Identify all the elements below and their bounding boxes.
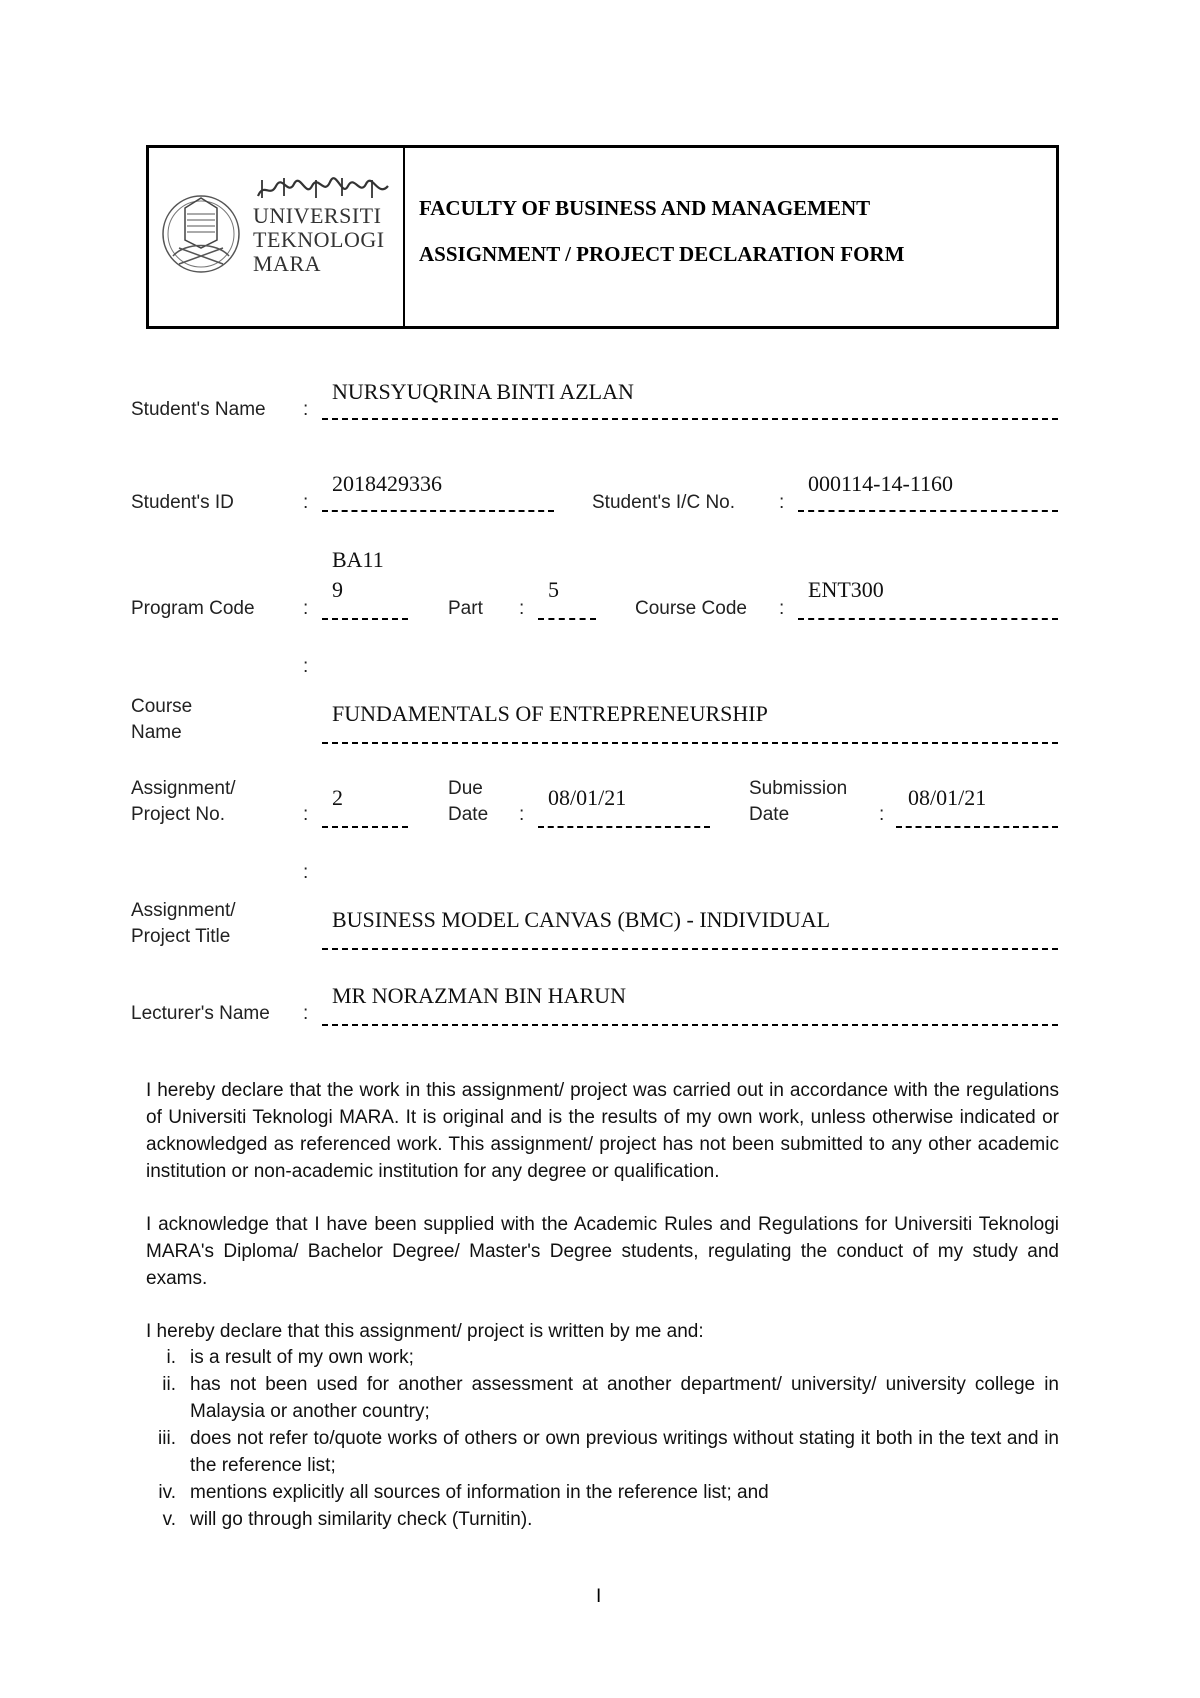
student-id-underline <box>322 510 554 512</box>
colon: : <box>303 598 309 619</box>
ic-label: Student's I/C No. <box>592 492 736 513</box>
assignment-no-value: 2 <box>332 785 343 810</box>
colon: : <box>303 804 309 825</box>
title-label-1: Assignment/ <box>131 900 236 921</box>
lecturer-label: Lecturer's Name <box>131 1003 270 1024</box>
program-code-line1: BA11 <box>332 547 384 572</box>
colon: : <box>519 804 525 825</box>
list-item-text: mentions explicitly all sources of information in the reference list; and <box>190 1482 769 1503</box>
program-code-underline <box>322 618 408 620</box>
list-item-text: does not refer to/quote works of others or own previous writings without stating it both in the text and in the reference list; <box>190 1428 1059 1476</box>
list-item-number: ii. <box>162 1374 176 1395</box>
header-box <box>146 145 1059 329</box>
course-name-underline <box>322 742 1058 744</box>
submission-date-underline <box>896 826 1058 828</box>
program-code-line2: 9 <box>332 577 343 602</box>
part-value: 5 <box>548 577 559 602</box>
university-line-3: MARA <box>253 251 322 276</box>
due-date-label-2: Date <box>448 804 489 825</box>
due-date-value: 08/01/21 <box>548 785 627 810</box>
colon: : <box>303 656 309 677</box>
colon: : <box>519 598 525 619</box>
declaration-list <box>146 1344 1059 1533</box>
assignment-no-label-2: Project No. <box>131 804 225 825</box>
colon: : <box>303 399 309 420</box>
list-item <box>146 1506 1059 1533</box>
project-title-underline <box>322 948 1058 950</box>
submission-date-value: 08/01/21 <box>908 785 987 810</box>
declaration-paragraph-1: I hereby declare that the work in this assignment/ project was carried out in accordance with the regulations of Universiti Teknologi MARA. It is original and is the results of my own work, unless otherwise indicated or acknowledged as referenced work. This assignment/ project has not been submitted to any other academic institution or non-academic institution for any degree or qualification. <box>146 1080 1059 1182</box>
student-name-underline <box>322 418 1058 420</box>
declaration-paragraph-3: I hereby declare that this assignment/ project is written by me and: <box>146 1321 704 1342</box>
ic-underline <box>798 510 1058 512</box>
student-name-value: NURSYUQRINA BINTI AZLAN <box>332 379 634 404</box>
course-name-label-1: Course <box>131 696 193 717</box>
list-item-number: iii. <box>158 1428 176 1449</box>
colon: : <box>303 1003 309 1024</box>
list-item-text: is a result of my own work; <box>190 1347 414 1368</box>
student-id-label: Student's ID <box>131 492 234 513</box>
project-title-value: BUSINESS MODEL CANVAS (BMC) - INDIVIDUAL <box>332 907 831 932</box>
list-item <box>146 1371 1059 1425</box>
uitm-logo <box>149 148 405 326</box>
colon: : <box>779 492 785 513</box>
submission-date-label-1: Submission <box>749 778 848 799</box>
list-item <box>146 1344 1059 1371</box>
list-item-number: i. <box>166 1347 176 1368</box>
university-line-1: UNIVERSITI <box>253 203 382 228</box>
form-title: ASSIGNMENT / PROJECT DECLARATION FORM <box>419 242 905 266</box>
jawi-script-icon <box>254 176 394 202</box>
student-name-label: Student's Name <box>131 399 266 420</box>
lecturer-underline <box>322 1024 1058 1026</box>
program-code-label: Program Code <box>131 598 255 619</box>
uitm-crest-icon <box>159 178 243 282</box>
list-item <box>146 1479 1059 1506</box>
student-id-value: 2018429336 <box>332 471 442 496</box>
page-number: I <box>596 1586 602 1607</box>
due-date-underline <box>538 826 710 828</box>
colon: : <box>303 862 309 883</box>
university-line-2: TEKNOLOGI <box>253 227 385 252</box>
part-underline <box>538 618 596 620</box>
list-item-number: iv. <box>158 1482 176 1503</box>
assignment-no-underline <box>322 826 408 828</box>
ic-value: 000114-14-1160 <box>808 471 954 496</box>
course-code-underline <box>798 618 1058 620</box>
course-name-label-2: Name <box>131 722 182 743</box>
declaration-paragraph-2: I acknowledge that I have been supplied with the Academic Rules and Regulations for Universiti Teknologi MARA's Diploma/ Bachelor Degree/ Master's Degree students, regulating the conduct of my study and exams. <box>146 1214 1059 1289</box>
due-date-label-1: Due <box>448 778 483 799</box>
title-label-2: Project Title <box>131 926 231 947</box>
list-item-text: has not been used for another assessment at another department/ university/ university college in Malaysia or another country; <box>190 1374 1059 1422</box>
lecturer-value: MR NORAZMAN BIN HARUN <box>332 983 626 1008</box>
submission-date-label-2: Date <box>749 804 790 825</box>
colon: : <box>779 598 785 619</box>
list-item <box>146 1425 1059 1479</box>
list-item-text: will go through similarity check (Turnitin). <box>190 1509 533 1530</box>
assignment-no-label-1: Assignment/ <box>131 778 236 799</box>
list-item-number: v. <box>162 1509 176 1530</box>
course-name-value: FUNDAMENTALS OF ENTREPRENEURSHIP <box>332 701 768 726</box>
colon: : <box>303 492 309 513</box>
faculty-title: FACULTY OF BUSINESS AND MANAGEMENT <box>419 196 871 220</box>
university-name <box>253 204 385 276</box>
colon: : <box>879 804 885 825</box>
course-code-value: ENT300 <box>808 577 884 602</box>
part-label: Part <box>448 598 483 619</box>
course-code-label: Course Code <box>635 598 747 619</box>
